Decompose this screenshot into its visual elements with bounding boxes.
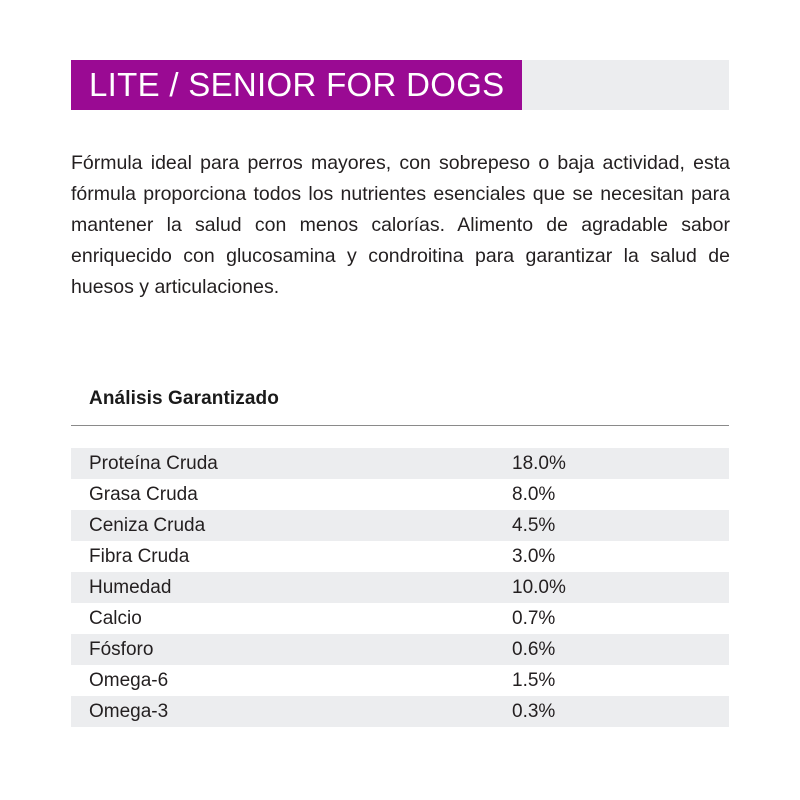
table-row [71,603,729,634]
table-row [71,665,729,696]
table-row [71,479,729,510]
nutrient-value: 0.3% [512,701,556,722]
header-bar [71,60,729,110]
guaranteed-analysis-table [71,448,729,727]
table-row [71,448,729,479]
nutrient-label: Ceniza Cruda [89,515,206,536]
table-row [71,510,729,541]
nutrient-value: 4.5% [512,515,556,536]
table-row [71,541,729,572]
nutrient-label: Fósforo [89,639,154,660]
nutrient-label: Humedad [89,577,172,598]
table-row [71,634,729,665]
nutrient-value: 0.6% [512,639,556,660]
table-row [71,696,729,727]
product-description: Fórmula ideal para perros mayores, con sobrepeso o baja actividad, esta fórmula proporciona todos los nutrientes esenciales que se necesitan para mantener la salud con menos calorías. Alimento de agradable sabor enriquecido con glucosamina y condroitina para garantizar la salud de huesos y articulaciones. [71,151,730,298]
nutrient-value: 0.7% [512,608,556,629]
analysis-section-heading: Análisis Garantizado [89,388,279,409]
nutrient-value: 18.0% [512,453,566,474]
nutrient-label: Fibra Cruda [89,546,190,567]
page-title: LITE / SENIOR FOR DOGS [89,65,505,103]
header-title-block [71,60,522,110]
nutrient-value: 1.5% [512,670,556,691]
nutrient-label: Omega-3 [89,701,169,722]
nutrient-value: 8.0% [512,484,556,505]
table-row [71,572,729,603]
nutrient-label: Proteína Cruda [89,453,218,474]
nutrient-label: Calcio [89,608,142,629]
nutrient-label: Omega-6 [89,670,169,691]
section-divider [71,425,729,426]
nutrient-value: 10.0% [512,577,566,598]
nutrient-label: Grasa Cruda [89,484,198,505]
nutrient-value: 3.0% [512,546,556,567]
